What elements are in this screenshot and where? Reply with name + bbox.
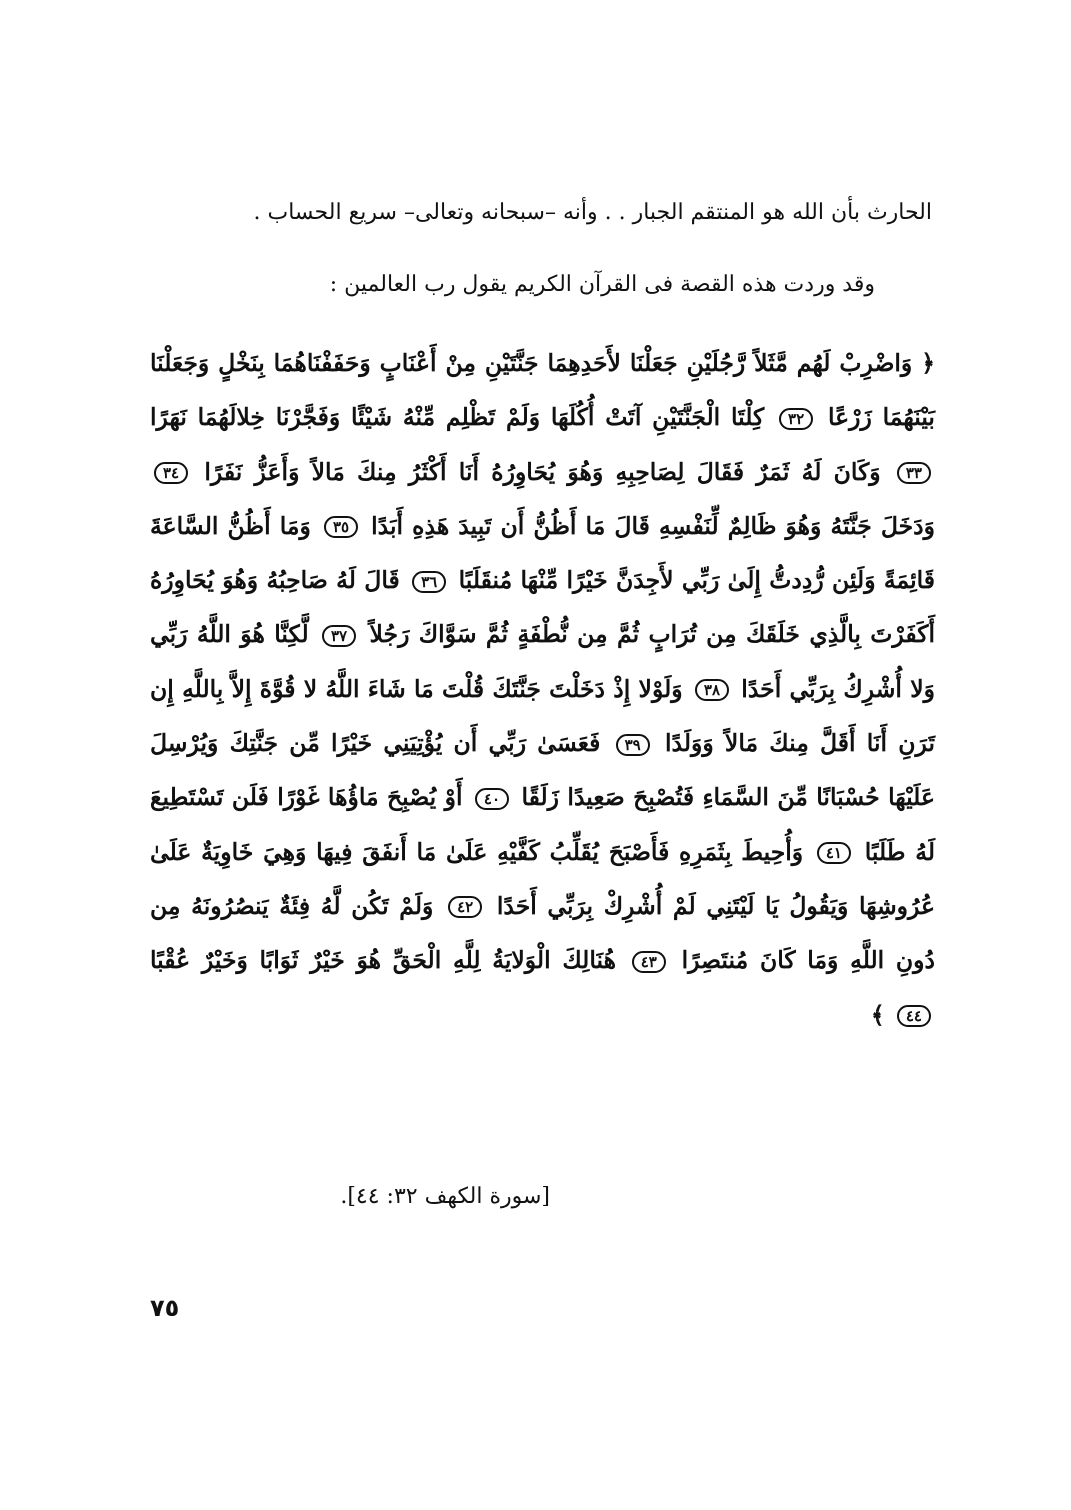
verse-number-marker: ٣٨ [695,679,729,701]
verse-number-marker: ٣٣ [897,462,931,484]
verse-text: قَالَ لَهُ صَاحِبُهُ وَهُوَ يُحَاوِرُهُ أَكَفَرْتَ بِالَّذِي خَلَقَكَ مِن تُرَابٍ ثُمَّ مِن نُّطْفَةٍ ثُمَّ سَوَّاكَ رَجُلاً [150,566,935,649]
verse-text: فَعَسَىٰ رَبِّي أَن يُؤْتِيَنِي خَيْرًا مِّن جَنَّتِكَ وَيُرْسِلَ عَلَيْهَا حُسْبَانًا مِّنَ السَّمَاءِ فَتُصْبِحَ صَعِيدًا زَلَقًا [150,729,935,812]
verse-number-marker: ٣٧ [322,625,356,647]
verse-number-marker: ٤٠ [475,788,509,810]
verse-text: وَأُحِيطَ بِثَمَرِهِ فَأَصْبَحَ يُقَلِّبُ كَفَّيْهِ عَلَىٰ مَا أَنفَقَ فِيهَا وَهِيَ خَاوِيَةٌ عَلَىٰ عُرُوشِهَا وَيَقُولُ يَا لَيْتَنِي لَمْ أُشْرِكْ بِرَبِّي أَحَدًا [150,837,935,920]
verse-text: وَمَا أَظُنُّ السَّاعَةَ قَائِمَةً وَلَئِن رُّدِدتُّ إِلَىٰ رَبِّي لأَجِدَنَّ خَيْرًا مِّنْهَا مُنقَلَبًا [150,511,936,595]
verse-number-marker: ٣٦ [412,571,446,593]
paragraph-intro: الحارث بأن الله هو المنتقم الجبار . . وأنه –سبحانه وتعالى– سريع الحساب . [253,200,932,225]
verse-number-marker: ٣٥ [324,516,358,538]
verse-number-marker: ٤٢ [448,896,482,918]
verse-number-marker: ٤٣ [632,951,666,973]
paragraph-lead-in: وقد وردت هذه القصة فى القرآن الكريم يقول رب العالمين : [329,272,875,297]
verse-text: وَلَمْ تَكُن لَّهُ فِئَةٌ يَنصُرُونَهُ مِن دُونِ اللَّهِ وَمَا كَانَ مُنتَصِرًا [150,891,935,975]
verse-number-marker: ٣٩ [616,734,650,756]
verse-text: وَدَخَلَ جَنَّتَهُ وَهُوَ ظَالِمٌ لِّنَفْسِهِ قَالَ مَا أَظُنُّ أَن تَبِيدَ هَذِهِ أَبَدًا [371,511,935,540]
verse-number-marker: ٣٤ [154,462,188,484]
verse-text: هُنَالِكَ الْوَلايَةُ لِلَّهِ الْحَقِّ هُوَ خَيْرٌ ثَوَابًا وَخَيْرٌ عُقْبًا [150,946,616,975]
quran-close-bracket: ﴾ [870,1000,885,1029]
verse-number-marker: ٤٤ [897,1005,931,1027]
verse-text: وَاضْرِبْ لَهُم مَّثَلاً رَّجُلَيْنِ جَعَلْنَا لأَحَدِهِمَا جَنَّتَيْنِ مِنْ أَعْنَابٍ وَحَفَفْنَاهُمَا بِنَخْلٍ وَجَعَلْنَا بَيْنَهُمَا زَرْعًا [150,349,935,432]
page-number: ٧٥ [150,1294,180,1322]
quran-passage [150,336,935,1042]
verse-number-marker: ٤١ [817,842,851,864]
verse-number-marker: ٣٢ [779,408,813,430]
verse-text: وَكَانَ لَهُ ثَمَرٌ فَقَالَ لِصَاحِبِهِ وَهُوَ يُحَاوِرُهُ أَنَا أَكْثَرُ مِنكَ مَالاً وَأَعَزُّ نَفَرًا [204,457,881,486]
quran-open-bracket: ﴿ [921,349,935,377]
verse-text: كِلْتَا الْجَنَّتَيْنِ آتَتْ أُكُلَهَا وَلَمْ تَظْلِم مِّنْهُ شَيْئًا وَفَجَّرْنَا خِلالَهُمَا نَهَرًا [150,403,765,432]
verse-text: أَوْ يُصْبِحَ مَاؤُهَا غَوْرًا فَلَن تَسْتَطِيعَ لَهُ طَلَبًا [150,783,935,866]
surah-citation: [سورة الكهف ٣٢: ٤٤]. [340,1184,550,1209]
verse-text: لَّكِنَّا هُوَ اللَّهُ رَبِّي وَلا أُشْرِكُ بِرَبِّي أَحَدًا [150,620,935,703]
verse-text: وَلَوْلا إِذْ دَخَلْتَ جَنَّتَكَ قُلْتَ مَا شَاءَ اللَّهُ لا قُوَّةَ إِلاَّ بِاللَّهِ إِن تَرَنِ أَنَا أَقَلَّ مِنكَ مَالاً وَوَلَدًا [150,674,936,758]
